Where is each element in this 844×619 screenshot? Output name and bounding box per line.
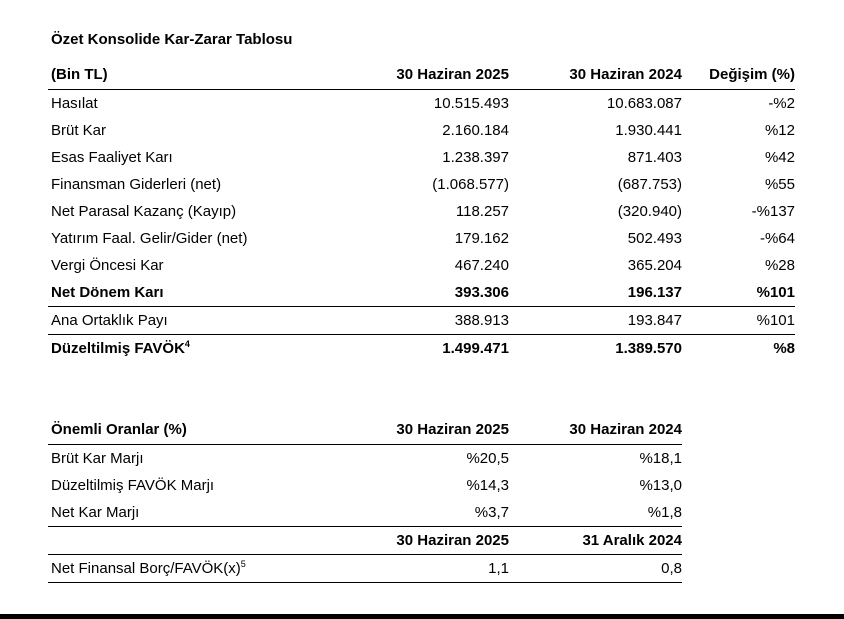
row-label: Brüt Kar <box>51 122 107 139</box>
value-2024: (687.753) <box>617 176 682 193</box>
value-2024: (320.940) <box>617 203 682 220</box>
table-header-row <box>48 59 795 90</box>
table-row <box>48 472 682 499</box>
value-2024: %18,1 <box>639 450 682 467</box>
value-2025: 10.515.493 <box>433 95 509 112</box>
table-row-adjusted-ebitda <box>48 335 795 363</box>
table-subheader-row <box>48 527 682 555</box>
value-change: -%2 <box>768 95 795 112</box>
row-label-text: Düzeltilmiş FAVÖK <box>51 340 185 357</box>
value-2025: %14,3 <box>466 477 509 494</box>
value-change: %101 <box>682 307 795 335</box>
table-row <box>48 144 795 171</box>
value-2025: 1.499.471 <box>442 340 509 357</box>
value-2024: %1,8 <box>509 499 682 527</box>
value-change: -%64 <box>759 230 795 247</box>
table-title: Özet Konsolide Kar-Zarar Tablosu <box>51 31 293 48</box>
value-2025: (1.068.577) <box>432 176 509 193</box>
header-period-2025: 30 Haziran 2025 <box>330 59 509 90</box>
header-change: Değişim (%) <box>682 59 795 90</box>
value-change: %42 <box>764 149 795 166</box>
value-2025: 118.257 <box>455 203 509 220</box>
row-label: Finansman Giderleri (net) <box>51 176 222 193</box>
table-header-row <box>48 414 682 445</box>
value-2025: 393.306 <box>330 279 509 307</box>
table-row <box>48 252 795 279</box>
subheader-period-2024: 31 Aralık 2024 <box>509 527 682 555</box>
value-2024: 10.683.087 <box>606 95 682 112</box>
value-2025: 179.162 <box>454 230 509 247</box>
value-2024: 196.137 <box>509 279 682 307</box>
value-2025: 1,1 <box>330 555 509 583</box>
row-label: Ana Ortaklık Payı <box>48 307 330 335</box>
row-label <box>48 555 330 583</box>
value-change: %8 <box>773 340 795 357</box>
value-2024: 871.403 <box>627 149 682 166</box>
value-2024: 0,8 <box>509 555 682 583</box>
value-2024: 365.204 <box>627 257 682 274</box>
table-row <box>48 117 795 144</box>
value-2024: 502.493 <box>627 230 682 247</box>
value-2025: 388.913 <box>330 307 509 335</box>
table-row <box>48 90 795 118</box>
row-label: Düzeltilmiş FAVÖK Marjı <box>51 477 215 494</box>
bottom-rule <box>0 614 844 619</box>
row-label: Brüt Kar Marjı <box>51 450 144 467</box>
value-change: %28 <box>764 257 795 274</box>
key-ratios-table <box>48 414 682 583</box>
row-label: Net Dönem Karı <box>48 279 330 307</box>
value-2024: %13,0 <box>639 477 682 494</box>
header-ratios: Önemli Oranlar (%) <box>48 414 330 445</box>
value-change: %101 <box>682 279 795 307</box>
table-row <box>48 307 795 335</box>
empty-cell <box>48 527 330 555</box>
value-2025: %20,5 <box>466 450 509 467</box>
row-label-text: Net Finansal Borç/FAVÖK(x) <box>51 560 241 577</box>
value-2024: 193.847 <box>509 307 682 335</box>
value-2025: 2.160.184 <box>442 122 509 139</box>
footnote-marker: 5 <box>240 559 246 569</box>
table-row <box>48 445 682 473</box>
value-2025: %3,7 <box>330 499 509 527</box>
subheader-period-2025: 30 Haziran 2025 <box>330 527 509 555</box>
value-change: %12 <box>764 122 795 139</box>
table-row <box>48 225 795 252</box>
header-period-2024: 30 Haziran 2024 <box>509 414 682 445</box>
row-label: Yatırım Faal. Gelir/Gider (net) <box>51 230 248 247</box>
table-row <box>48 198 795 225</box>
header-unit: (Bin TL) <box>48 59 330 90</box>
value-2025: 1.238.397 <box>442 149 509 166</box>
table-row-net-profit <box>48 279 795 307</box>
income-statement-table <box>48 59 795 362</box>
row-label: Net Parasal Kazanç (Kayıp) <box>51 203 237 220</box>
row-label: Esas Faaliyet Karı <box>51 149 173 166</box>
row-label: Net Kar Marjı <box>48 499 330 527</box>
row-label: Hasılat <box>51 95 98 112</box>
value-2024: 1.389.570 <box>615 340 682 357</box>
row-label <box>48 335 330 363</box>
table-row-net-debt <box>48 555 682 583</box>
footnote-marker: 4 <box>184 339 190 349</box>
row-label: Vergi Öncesi Kar <box>51 257 164 274</box>
table-row <box>48 171 795 198</box>
table-row <box>48 499 682 527</box>
value-2024: 1.930.441 <box>615 122 682 139</box>
value-2025: 467.240 <box>454 257 509 274</box>
header-period-2024: 30 Haziran 2024 <box>509 59 682 90</box>
value-change: %55 <box>764 176 795 193</box>
value-change: -%137 <box>751 203 795 220</box>
header-period-2025: 30 Haziran 2025 <box>330 414 509 445</box>
